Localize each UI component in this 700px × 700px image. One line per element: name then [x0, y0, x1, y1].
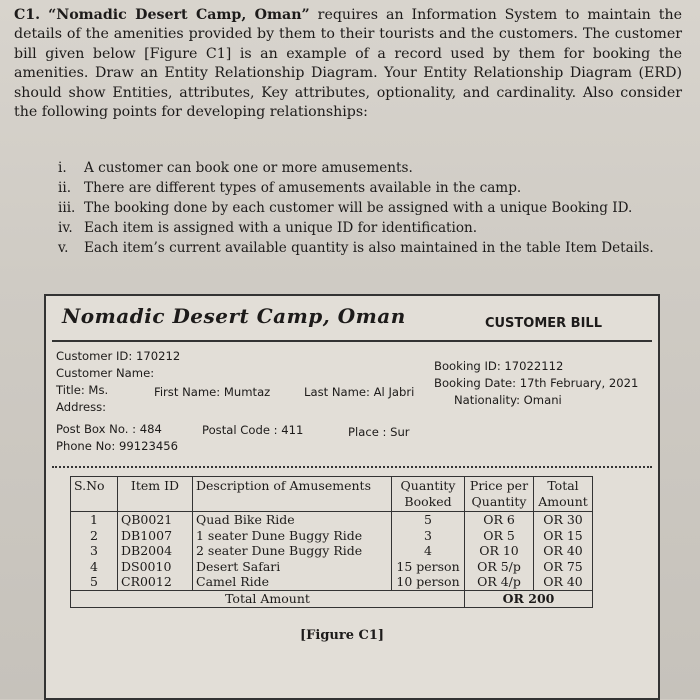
customer-phone: Phone No: 99123456 — [56, 439, 178, 453]
question-lead: “Nomadic Desert Camp, Oman” — [48, 7, 310, 23]
table-row: 5 CR0012 Camel Ride 10 person OR 4/p OR 40 — [71, 574, 593, 590]
customer-details — [56, 348, 651, 464]
question-paragraph — [14, 6, 682, 122]
list-item: iii. The booking done by each customer will be assigned with a unique Booking ID. — [58, 200, 633, 216]
customer-place: Place : Sur — [348, 425, 410, 439]
items-table — [70, 476, 593, 608]
customer-id: Customer ID: 170212 — [56, 349, 181, 363]
total-row — [71, 590, 593, 607]
col-sno: S.No — [71, 477, 118, 512]
list-item: v. Each item’s current available quantity is also maintained in the table Item Details. — [58, 240, 654, 256]
question-text: requires an Information System to maintain the details of the amenities provided by them to their tourists and the customers. The customer bill given below [Figure C1] is an example of a record used by them for booking the amenities. Draw an Entity Relationship Diagram. Your Entity Relationship Diagram (ERD) should show Entities, attributes, Key attributes, optionality, and cardinality. Also consider the following points for developing relationships: — [14, 7, 682, 121]
total-label: Total Amount — [71, 590, 465, 607]
divider — [52, 466, 652, 468]
nationality: Nationality: Omani — [454, 393, 562, 407]
table-row: 3 DB2004 2 seater Dune Buggy Ride 4 OR 10 OR 40 — [71, 543, 593, 559]
customer-title: Title: Ms. — [56, 383, 109, 397]
booking-date: Booking Date: 17th February, 2021 — [434, 376, 639, 390]
bill-header — [52, 300, 652, 342]
col-description: Description of Amusements — [193, 477, 392, 512]
list-item: iv. Each item is assigned with a unique ID for identification. — [58, 220, 478, 236]
points-list — [58, 158, 654, 258]
brand-logo-text: Nomadic Desert Camp, Oman — [62, 304, 406, 328]
table-row: 4 DS0010 Desert Safari 15 person OR 5/p OR 75 — [71, 559, 593, 575]
customer-last-name: Last Name: Al Jabri — [304, 385, 415, 399]
total-value: OR 200 — [465, 590, 593, 607]
table-row: 2 DB1007 1 seater Dune Buggy Ride 3 OR 5 OR 15 — [71, 528, 593, 544]
table-header-row — [71, 477, 593, 512]
col-price: Price per Quantity — [465, 477, 534, 512]
question-number: C1. — [14, 7, 41, 23]
list-item: ii. There are different types of amusements available in the camp. — [58, 180, 522, 196]
table-row: 1 QB0021 Quad Bike Ride 5 OR 6 OR 30 — [71, 512, 593, 528]
list-item: i. A customer can book one or more amusements. — [58, 160, 413, 176]
customer-first-name: First Name: Mumtaz — [154, 385, 271, 399]
customer-postal-code: Postal Code : 411 — [202, 423, 304, 437]
customer-bill — [44, 294, 660, 700]
booking-id: Booking ID: 17022112 — [434, 359, 564, 373]
customer-name: Customer Name: — [56, 366, 155, 380]
customer-postbox: Post Box No. : 484 — [56, 422, 162, 436]
bill-title: CUSTOMER BILL — [484, 316, 602, 331]
customer-address: Address: — [56, 400, 107, 414]
col-total: Total Amount — [534, 477, 593, 512]
figure-caption: [Figure C1] — [300, 628, 385, 643]
col-item-id: Item ID — [118, 477, 193, 512]
col-quantity: Quantity Booked — [392, 477, 465, 512]
